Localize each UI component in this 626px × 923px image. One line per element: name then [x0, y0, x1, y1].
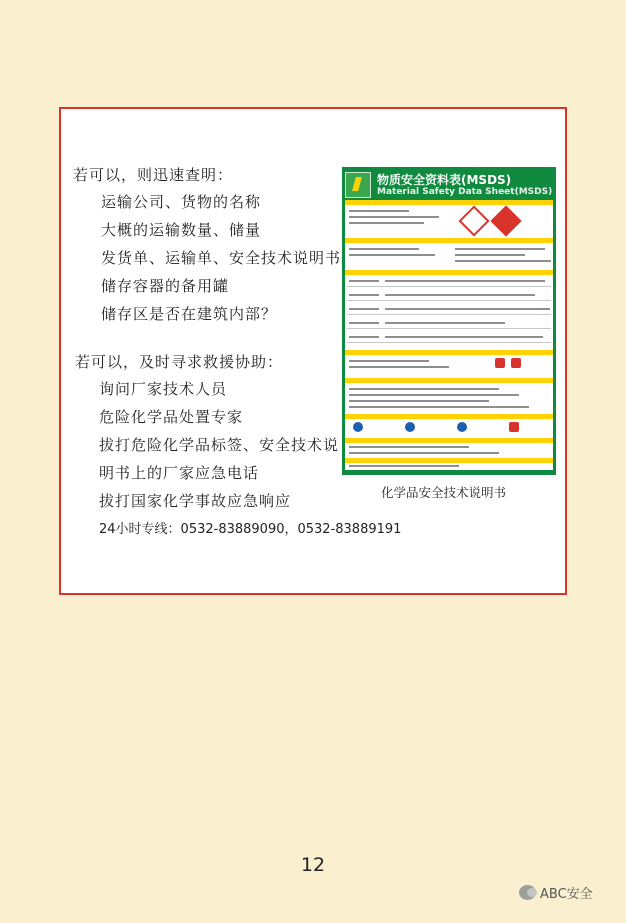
list-item: 大概的运输数量、储量 — [101, 221, 262, 239]
watermark-label: ABC安全 — [540, 887, 593, 902]
list-item: 储存区是否在建筑内部？ — [101, 305, 278, 323]
section-identify-heading: 若可以，则迅速查明： — [73, 166, 234, 184]
msds-header — [345, 170, 553, 200]
list-item-hotline: 24小时专线：0532-83889090，0532-83889191 — [99, 522, 402, 537]
list-item: 拔打危险化学品标签、安全技术说 — [99, 436, 340, 454]
section-assistance-heading: 若可以，及时寻求救援协助： — [75, 353, 284, 371]
list-item: 发货单、运输单、安全技术说明书 — [101, 249, 342, 267]
flammable-hazard-icon — [490, 205, 521, 236]
watermark — [519, 883, 593, 902]
firefighter-icon — [511, 358, 521, 368]
list-item: 询问厂家技术人员 — [99, 380, 228, 398]
fire-extinguisher-icon — [495, 358, 505, 368]
page-number: 12 — [300, 854, 326, 876]
list-item: 明书上的厂家应急电话 — [99, 464, 260, 482]
list-item: 运输公司、货物的名称 — [101, 193, 262, 211]
gloves-icon — [353, 422, 363, 432]
image-caption: 化学品安全技术说明书 — [381, 485, 507, 500]
respirator-icon — [457, 422, 467, 432]
lightning-logo-icon — [345, 172, 371, 198]
msds-title: 物质安全资料表(MSDS) — [377, 172, 512, 187]
toxic-hazard-icon — [458, 205, 489, 236]
msds-sheet-body — [345, 200, 553, 470]
goggles-icon — [405, 422, 415, 432]
msds-section-bar — [345, 200, 553, 205]
list-item: 储存容器的备用罐 — [101, 277, 230, 295]
list-item: 拔打国家化学事故应急响应 — [99, 492, 292, 510]
wechat-icon — [519, 885, 536, 900]
content-frame — [59, 107, 567, 595]
list-item: 危险化学品处置专家 — [99, 408, 244, 426]
msds-image — [342, 167, 556, 475]
msds-subtitle: Material Safety Data Sheet(MSDS) — [377, 186, 553, 197]
no-smoking-icon — [509, 422, 519, 432]
